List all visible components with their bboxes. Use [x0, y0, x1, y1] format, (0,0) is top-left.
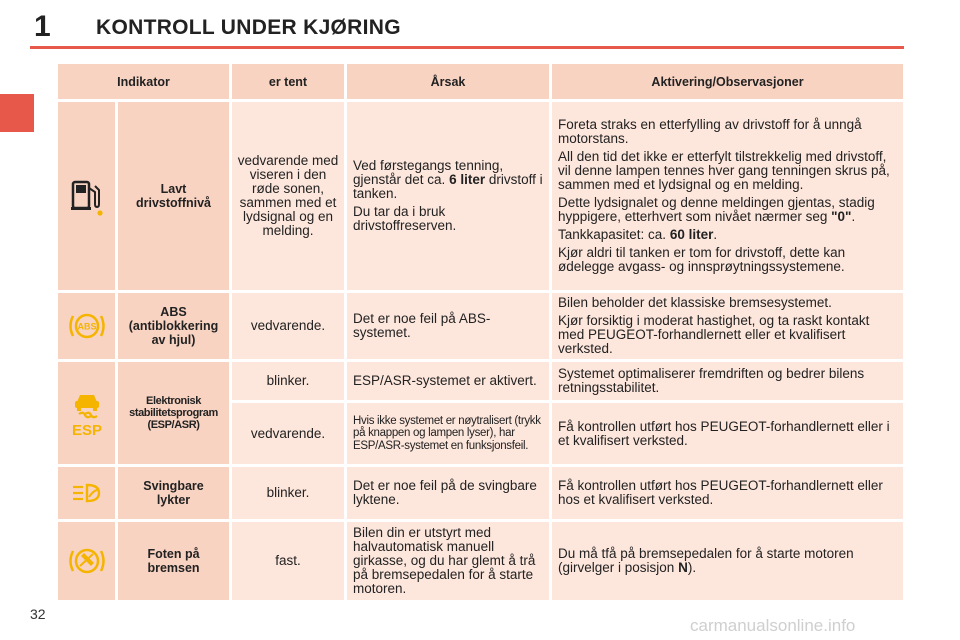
esp-icon-label: ESP	[71, 422, 102, 438]
table-row-cornering-lit	[232, 467, 344, 519]
table-row-brake-icon-cell	[58, 522, 115, 600]
lit-brake: fast.	[275, 553, 301, 568]
obs-esp-2: Få kontrollen utført hos PEUGEOT-forhandlernett eller i et kvalifisert verksted.	[558, 418, 890, 448]
indicator-name-fuel: Lavt drivstoffnivå	[135, 182, 211, 210]
obs-abs-p1: Bilen beholder det klassiske bremsesystemet.	[558, 295, 832, 310]
lit-esp-2: vedvarende.	[250, 425, 326, 441]
cause-esp-1: ESP/ASR-systemet er aktivert.	[353, 373, 537, 388]
table-row-abs-obs	[552, 293, 903, 359]
foot-on-brake-icon	[67, 546, 107, 576]
obs-fuel-p2: All den tid det ikke er etterfylt tilstrekkelig med drivstoff, vil denne lampen tennes hver gang tenningen skrus på, sammen med et lydsignal og en melding.	[558, 149, 890, 192]
table-row-brake-lit	[232, 522, 344, 600]
table-row-cornering-obs	[552, 467, 903, 519]
chapter-number: 1	[34, 10, 51, 43]
table-row-esp-icon-cell	[58, 362, 115, 464]
cause-fuel-p1: Ved førstegangs tenning, gjenstår det ca. 6 liter drivstoff i tanken.	[353, 158, 543, 201]
page-title: KONTROLL UNDER KJØRING	[96, 16, 401, 39]
table-row-esp-obs-1	[552, 362, 903, 400]
svg-text:ABS: ABS	[76, 321, 97, 332]
watermark: carmanualsonline.info	[690, 616, 856, 635]
indicator-name-esp: Elektronisk stabilitetsprogram (ESP/ASR)	[129, 395, 218, 431]
page-number: 32	[30, 606, 46, 622]
lit-cornering: blinker.	[266, 485, 310, 500]
obs-fuel-p5: Kjør aldri til tanken er tom for drivstoff, dette kan ødelegge avgass- og innsprøytningssystemene.	[558, 245, 846, 274]
fuel-pump-icon	[69, 176, 105, 216]
header-aktivering: Aktivering/Observasjoner	[552, 64, 903, 99]
table-row-abs-icon-cell	[58, 293, 115, 359]
table-row-esp-obs-2	[552, 403, 903, 464]
header-indikator: Indikator	[58, 64, 229, 99]
indicator-name-cornering: Svingbare lykter	[143, 479, 204, 507]
obs-brake: Du må tfå på bremsepedalen for å starte motoren (girvelger i posisjon N).	[558, 546, 854, 575]
header-arsak: Årsak	[347, 64, 549, 99]
cause-cornering: Det er noe feil på de svingbare lyktene.	[353, 478, 537, 507]
table-row-fuel-lit	[232, 102, 344, 290]
table-row-esp-cause-2	[347, 403, 549, 464]
cause-fuel-p2: Du tar da i bruk drivstoffreserven.	[353, 204, 457, 233]
table-row-brake-cause	[347, 522, 549, 600]
table-row-abs-cause	[347, 293, 549, 359]
table-row-esp-lit-2	[232, 403, 344, 464]
table-row-fuel-cause	[347, 102, 549, 290]
obs-abs-p2: Kjør forsiktig i moderat hastighet, og ta raskt kontakt med PEUGEOT-forhandlernett eller et kvalifisert verksted.	[558, 313, 870, 356]
table-row-esp-name	[118, 362, 229, 464]
table-row-brake-name	[118, 522, 229, 600]
obs-cornering: Få kontrollen utført hos PEUGEOT-forhandlernett eller hos et kvalifisert verksted.	[558, 478, 883, 507]
cause-abs: Det er noe feil på ABS-systemet.	[353, 311, 491, 340]
lit-fuel: vedvarende med viseren i den røde sonen, sammen med et lydsignal og en melding.	[237, 153, 339, 238]
obs-esp-1: Systemet optimaliserer fremdriften og bedrer bilens retningsstabilitet.	[558, 366, 865, 395]
lit-abs: vedvarende.	[250, 318, 326, 333]
table-row-cornering-name	[118, 467, 229, 519]
table-row-fuel-icon-cell	[58, 102, 115, 290]
abs-icon	[66, 311, 108, 341]
table-row-abs-name	[118, 293, 229, 359]
table-row-cornering-cause	[347, 467, 549, 519]
cause-brake: Bilen din er utstyrt med halvautomatisk manuell girkasse, og du har glemt å trå på bremsepedalen for å starte motoren.	[353, 525, 536, 596]
table-row-fuel-obs	[552, 102, 903, 290]
table-row-esp-lit-1	[232, 362, 344, 400]
header-er-tent: er tent	[232, 64, 344, 99]
chapter-tab	[0, 94, 34, 132]
obs-fuel-p3: Dette lydsignalet og denne meldingen gjentas, stadig hyppigere, etterhvert som nivået nærmer seg "0".	[558, 195, 875, 224]
lit-esp-1: blinker.	[266, 373, 310, 388]
cornering-light-icon	[69, 482, 105, 504]
indicator-name-brake: Foten på bremsen	[147, 547, 200, 575]
table-row-esp-cause-1	[347, 362, 549, 400]
table-row-cornering-icon-cell	[58, 467, 115, 519]
cause-esp-2: Hvis ikke systemet er nøytralisert (trykk på knappen og lampen lyser), har ESP/ASR-systemet en funksjonsfeil.	[353, 414, 541, 452]
title-rule	[30, 46, 904, 49]
indicator-name-abs: ABS (antiblokkering av hjul)	[128, 305, 219, 347]
table-row-brake-obs	[552, 522, 903, 600]
table-row-abs-lit	[232, 293, 344, 359]
obs-fuel-p4: Tankkapasitet: ca. 60 liter.	[558, 227, 718, 242]
table-row-fuel-name	[118, 102, 229, 290]
esp-icon	[67, 388, 107, 438]
obs-fuel-p1: Foreta straks en etterfylling av drivstoff for å unngå motorstans.	[558, 117, 862, 146]
